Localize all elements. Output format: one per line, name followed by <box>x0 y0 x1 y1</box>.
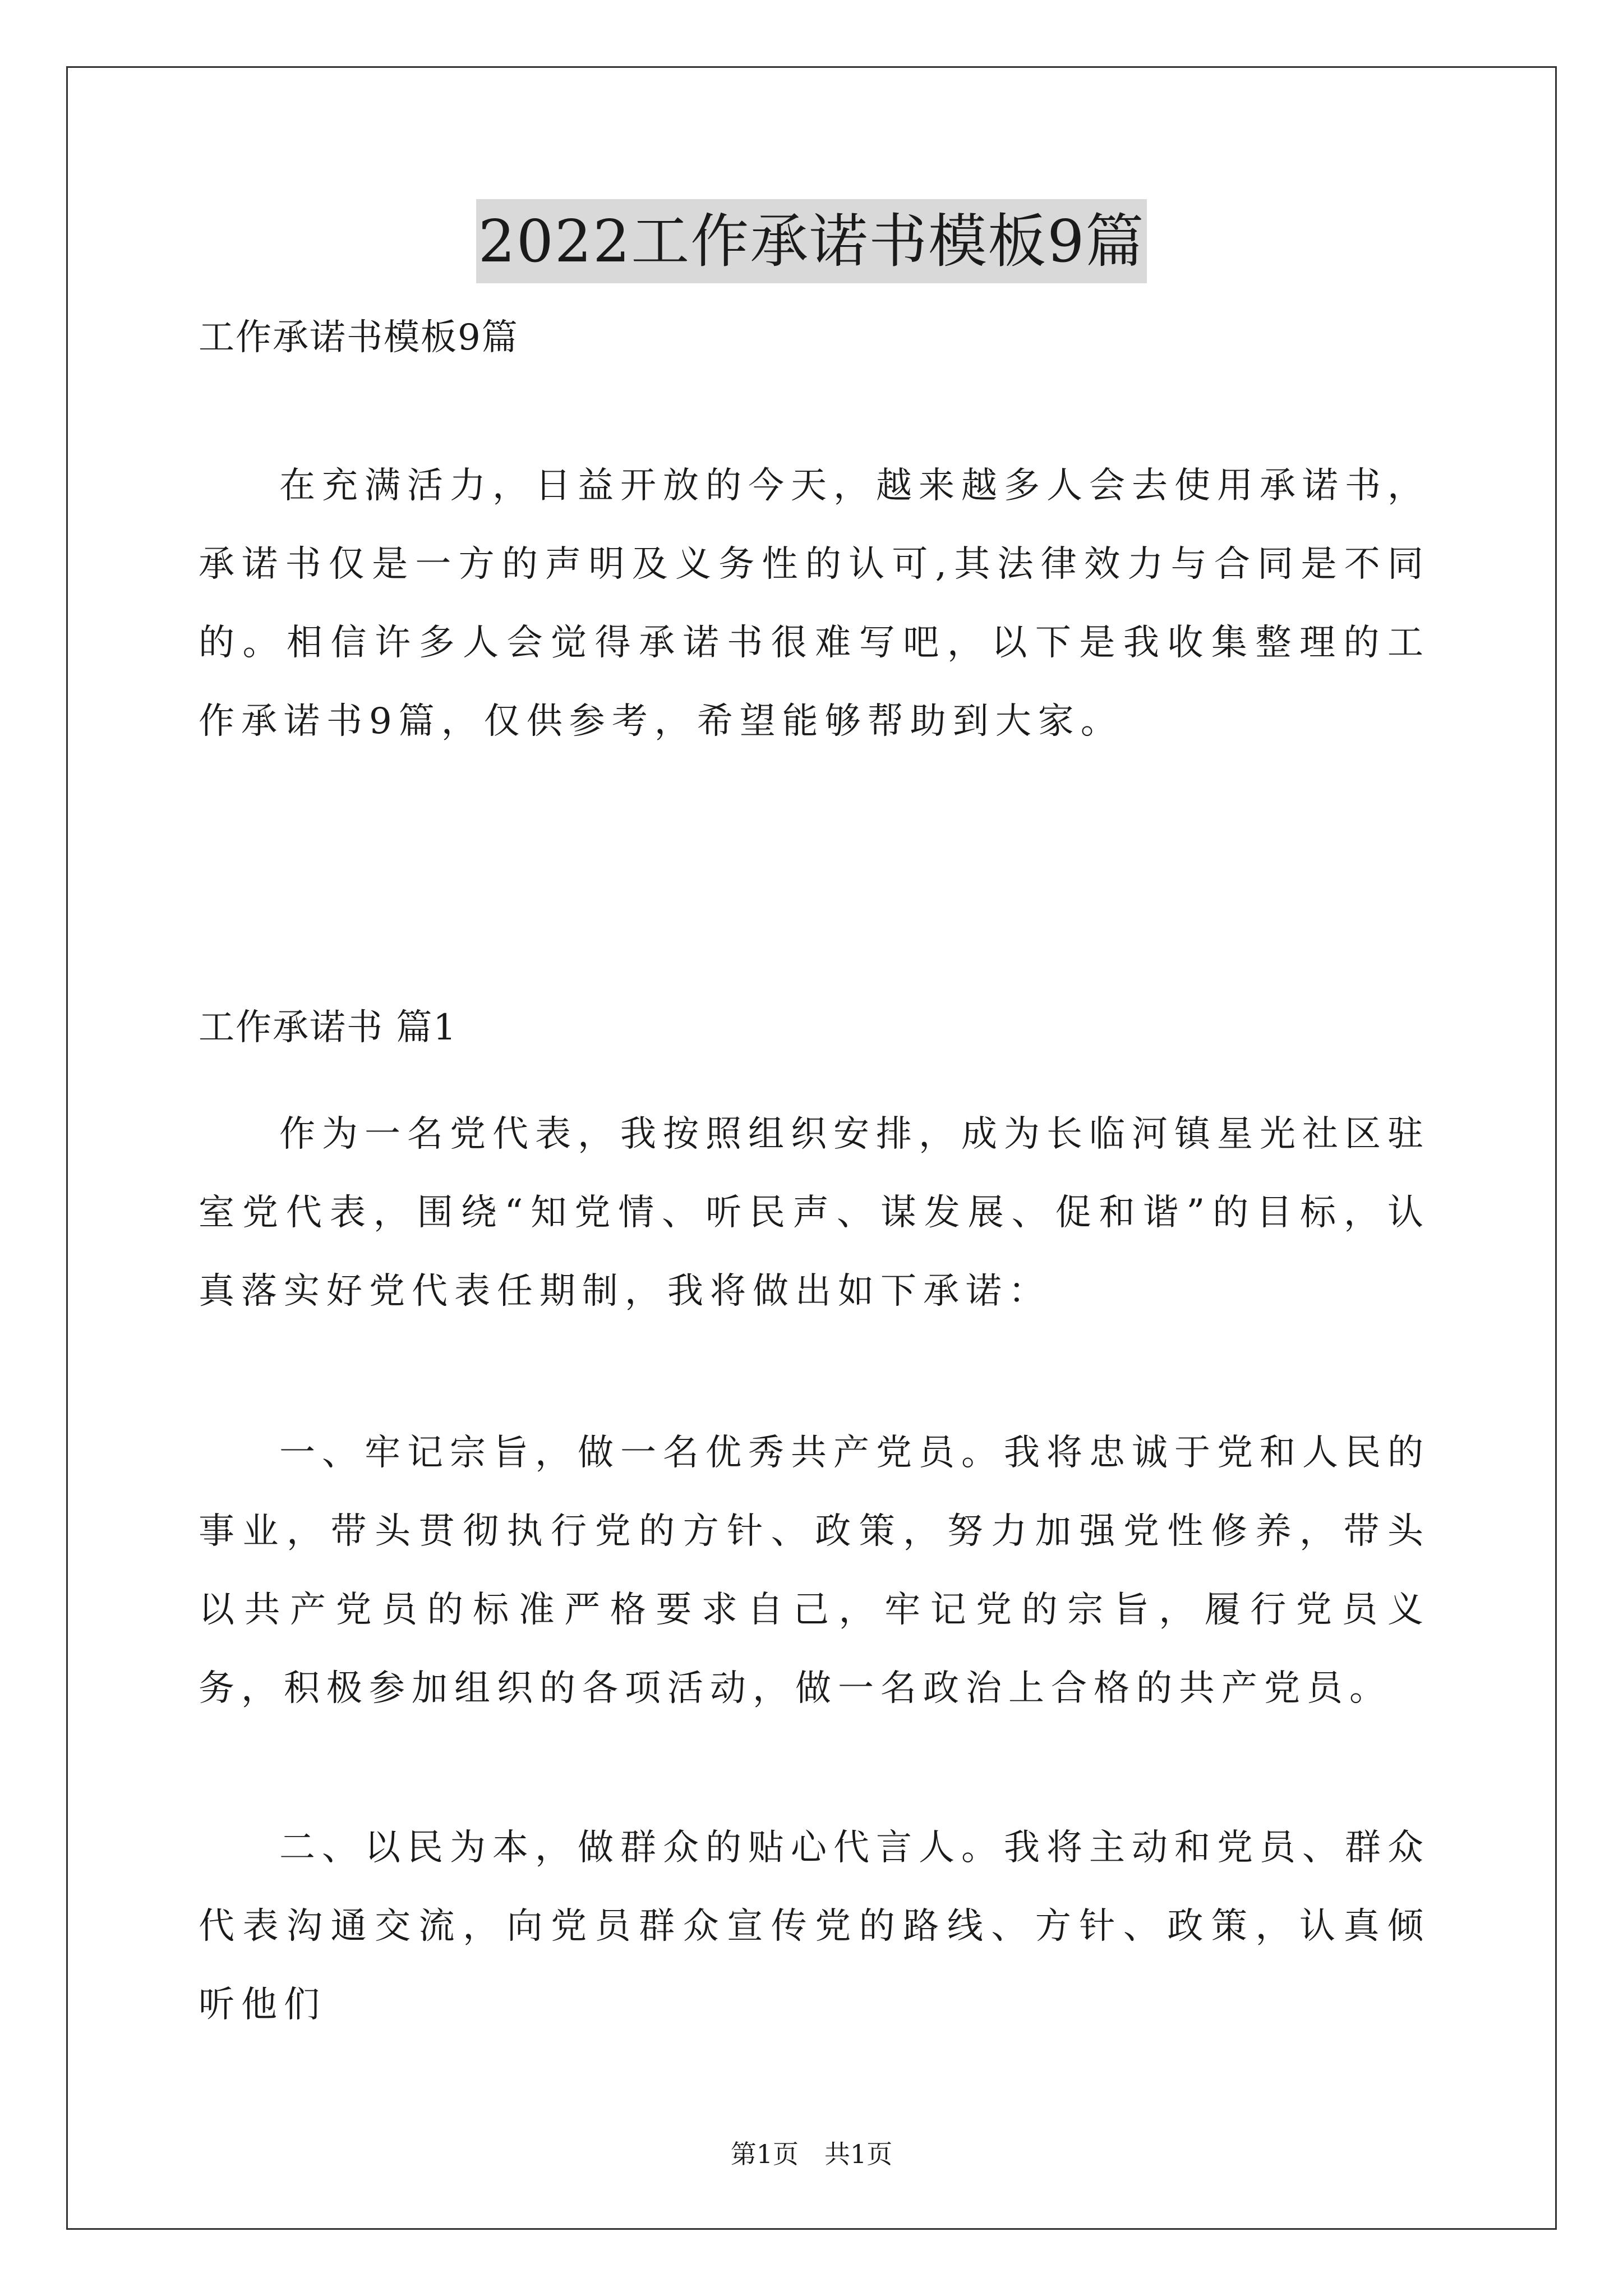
title-container <box>0 199 1623 283</box>
paragraph-3: 二、以民为本，做群众的贴心代言人。我将主动和党员、群众代表沟通交流，向党员群众宣传党的路线、方针、政策，认真倾听他们 <box>199 1827 1430 2026</box>
page-footer <box>0 2137 1623 2171</box>
paragraph-2: 一、牢记宗旨，做一名优秀共产党员。我将忠诚于党和人民的事业，带头贯彻执行党的方针、政策，努力加强党性修养，带头以共产党员的标准严格要求自己，牢记党的宗旨，履行党员义务，积极参加组织的各项活动，做一名政治上合格的共产党员。 <box>199 1432 1430 1709</box>
page-number: 第1页 <box>730 2139 799 2169</box>
document-subtitle: 工作承诺书模板9篇 <box>199 317 519 358</box>
page-total: 共1页 <box>824 2139 893 2169</box>
intro-paragraph: 在充满活力，日益开放的今天，越来越多人会去使用承诺书，承诺书仅是一方的声明及义务性的认可,其法律效力与合同是不同的。相信许多人会觉得承诺书很难写吧，以下是我收集整理的工作承诺书9篇，仅供参考，希望能够帮助到大家。 <box>199 465 1430 742</box>
document-title: 2022工作承诺书模板9篇 <box>476 199 1147 283</box>
section-heading: 工作承诺书 篇1 <box>199 1007 458 1048</box>
paragraph-1: 作为一名党代表，我按照组织安排，成为长临河镇星光社区驻室党代表，围绕“知党情、听民声、谋发展、促和谐”的目标，认真落实好党代表任期制，我将做出如下承诺： <box>199 1114 1430 1312</box>
